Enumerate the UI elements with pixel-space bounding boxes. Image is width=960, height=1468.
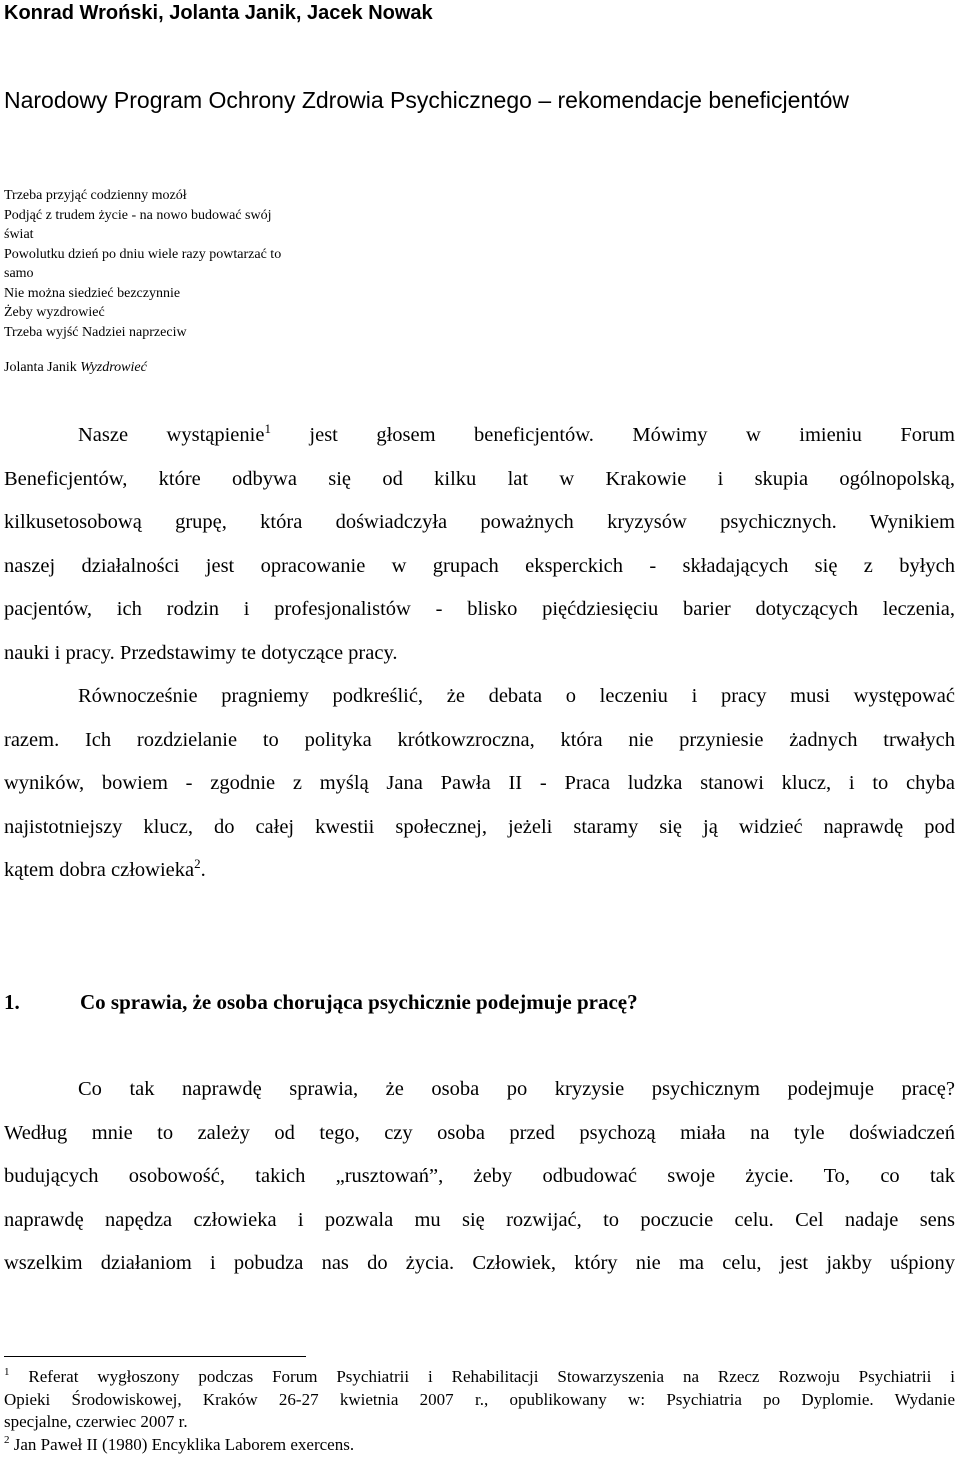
text-line: Beneficjentów, które odbywa się od kilku lat w Krakowie i skupia ogólnopolską, [4,467,955,490]
poem-line: samo [4,266,34,281]
document-title: Narodowy Program Ochrony Zdrowia Psychicznego – rekomendacje beneficjentów [4,87,850,113]
footnote-ref-1[interactable]: 1 [264,421,271,436]
poem-attribution [4,358,147,377]
text-line: najistotniejszy klucz, do całej kwestii społecznej, jeżeli staramy się ją widzieć naprawdę pod [4,815,955,838]
footnote-mark: 2 [4,1433,10,1446]
poem-author: Jolanta Janik [4,360,77,375]
footnote-1-line: specjalne, czerwiec 2007 r. [4,1412,188,1431]
section-title: Co sprawia, że osoba chorująca psychicznie podejmuje pracę? [80,990,638,1014]
epigraph-poem [4,186,364,342]
poem-line: Podjąć z trudem życie - na nowo budować swój [4,207,272,223]
footnotes [4,1366,955,1456]
text-line: Równocześnie pragniemy podkreślić, że debata o leczeniu i pracy musi występować [78,685,955,707]
authors-line: Konrad Wroński, Jolanta Janik, Jacek Nowak [4,2,433,24]
text-line: Nasze wystąpienie$^1$ jest głosem beneficjentów. Mówimy w imieniu Forum [78,421,955,446]
text-line: Co tak naprawdę sprawia, że osoba po kryzysie psychicznym podejmuje pracę? [78,1078,955,1100]
intro-paragraphs [4,414,955,893]
poem-line: Trzeba wyjść Nadziei naprzeciw [4,324,187,340]
text-line: naprawdę napędza człowieka i pozwala mu się rozwijać, to poczucie celu. Cel nadaje sens [4,1208,955,1231]
footnote-2-line: $^2$ Jan Paweł II (1980) Encyklika Laborem exercens. [4,1433,355,1454]
text-line: Według mnie to zależy od tego, czy osoba przed psychozą miała na tyle doświadczeń [4,1121,955,1144]
poem-line: Trzeba przyjąć codzienny mozół [4,188,187,203]
text-line: naszej działalności jest opracowanie w grupach eksperckich - składających się z byłych [4,554,955,577]
poem-line: Żeby wyzdrowieć [4,305,105,320]
poem-line: świat [4,227,34,242]
footnote-1-line: Opieki Środowiskowej, Kraków 26-27 kwietnia 2007 r., opublikowany w: Psychiatria po Dyplomie. Wydanie [4,1389,955,1409]
footnote-separator [4,1356,306,1357]
section-paragraphs [4,1068,955,1286]
text-line: wszelkim działaniom i pobudza nas do życia. Człowiek, który nie ma celu, jest jakby uśpiony [4,1252,955,1274]
section-number: 1. [4,990,20,1014]
footnote-mark: 1 [4,1366,10,1378]
text-line: kilkusetosobową grupę, która doświadczyła poważnych kryzysów psychicznych. Wynikiem [4,511,955,533]
poem-line: Nie można siedzieć bezczynnie [4,285,181,301]
text-line: razem. Ich rozdzielanie to polityka krótkowzroczna, która nie przyniesie żadnych trwałych [4,728,955,751]
poem-work-title: Wyzdrowieć [80,360,147,375]
footnote-ref-2[interactable]: 2 [194,856,201,871]
footnote-1-line: $^1$ Referat wygłoszony podczas Forum Psychiatrii i Rehabilitacji Stowarzyszenia na Rzecz Rozwoju Psychiatrii i [4,1366,956,1386]
text-line: nauki i pracy. Przedstawimy te dotyczące pracy. [4,641,398,664]
text-line: wyników, bowiem - zgodnie z myślą Jana Pawła II - Praca ludzka stanowi klucz, i to chyba [4,772,955,794]
poem-line: Powolutku dzień po dniu wiele razy powtarzać to [4,246,282,262]
text-line: pacjentów, ich rodzin i profesjonalistów - blisko pięćdziesięciu barier dotyczących leczenia, [4,598,955,620]
text-line: budujących osobowość, takich „rusztowań”, żeby odbudować swoje życie. To, co tak [4,1165,955,1187]
section-heading [4,987,638,1017]
text-line: kątem dobra człowieka$^2$. [4,856,206,881]
